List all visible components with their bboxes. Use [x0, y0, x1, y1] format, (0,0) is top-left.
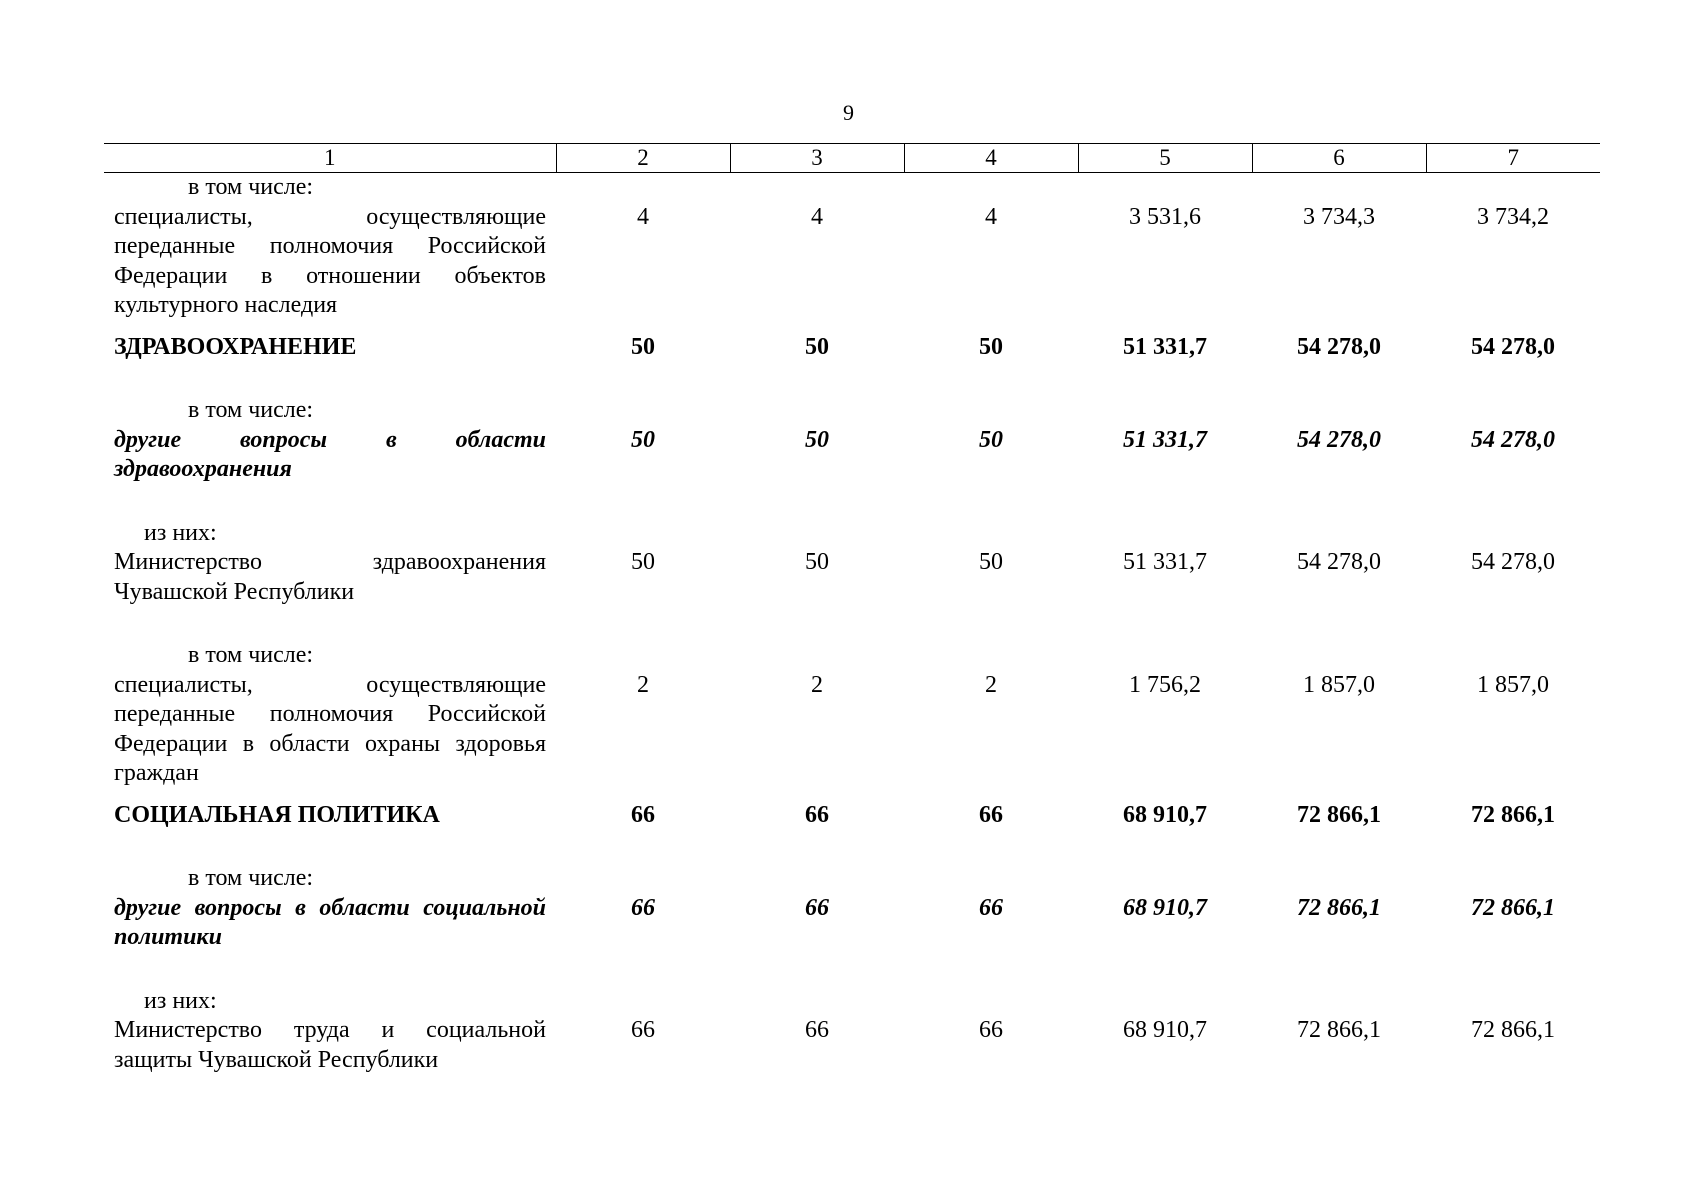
cell-spacer [730, 864, 904, 894]
cell-value: 2 [637, 671, 649, 698]
row-label-cell [104, 864, 556, 953]
value-cell-col-5 [1078, 987, 1252, 1076]
cell-value: 66 [805, 801, 829, 828]
cell-spacer [556, 519, 730, 549]
cell-value: 51 331,7 [1123, 333, 1207, 360]
value-cell-col-2 [556, 801, 730, 831]
cell-value: 1 857,0 [1477, 671, 1549, 698]
row-gap-cell [104, 485, 1600, 519]
cell-value: 51 331,7 [1123, 426, 1207, 453]
cell-value: 68 910,7 [1123, 801, 1207, 828]
row-label-cell [104, 519, 556, 608]
cell-spacer [1252, 396, 1426, 426]
value-cell-col-5 [1078, 801, 1252, 831]
value-cell-col-2 [556, 173, 730, 321]
row-gap [104, 789, 1600, 801]
header-cell-2: 2 [556, 144, 730, 173]
value-cell-col-6 [1252, 801, 1426, 831]
cell-spacer [556, 173, 730, 203]
row-gap [104, 485, 1600, 519]
cell-value: 50 [979, 549, 1003, 575]
cell-spacer [556, 987, 730, 1017]
cell-spacer [1252, 519, 1426, 549]
row-label: другие вопросы в области социальной политики [114, 894, 546, 950]
value-cell-col-6 [1252, 173, 1426, 321]
row-label-cell [104, 987, 556, 1076]
cell-spacer [1078, 987, 1252, 1017]
value-cell-col-5 [1078, 396, 1252, 485]
value-cell-col-4 [904, 864, 1078, 953]
cell-value: 72 866,1 [1471, 801, 1555, 828]
value-cell-col-6 [1252, 864, 1426, 953]
value-cell-col-7 [1426, 641, 1600, 789]
row-gap [104, 830, 1600, 864]
cell-value: 50 [805, 333, 829, 360]
budget-table [104, 143, 1600, 1075]
row-label: специалисты, осуществляющие переданные полномочия Российской Федерации в отношении объектов культурного наследия [114, 203, 546, 318]
cell-value: 54 278,0 [1471, 549, 1555, 575]
value-cell-col-5 [1078, 641, 1252, 789]
subheading-text: в том числе: [188, 397, 314, 423]
cell-value: 4 [811, 203, 823, 230]
cell-spacer [1078, 173, 1252, 203]
cell-value: 50 [631, 426, 655, 453]
cell-value: 3 734,3 [1303, 203, 1375, 230]
value-cell-col-6 [1252, 333, 1426, 363]
row-gap [104, 607, 1600, 641]
row-label-cell [104, 333, 556, 363]
cell-value: 50 [805, 549, 829, 575]
value-cell-col-2 [556, 864, 730, 953]
cell-value: 66 [805, 1017, 829, 1043]
cell-spacer [1252, 864, 1426, 894]
value-cell-col-5 [1078, 333, 1252, 363]
cell-value: 66 [979, 801, 1003, 828]
table-row [104, 396, 1600, 485]
value-cell-col-4 [904, 333, 1078, 363]
table-body [104, 173, 1600, 1076]
row-gap-cell [104, 321, 1600, 333]
subheading-text: в том числе: [188, 174, 314, 200]
table-row [104, 519, 1600, 608]
cell-value: 68 910,7 [1123, 1017, 1207, 1043]
value-cell-col-3 [730, 801, 904, 831]
cell-spacer [556, 396, 730, 426]
cell-spacer [904, 396, 1078, 426]
value-cell-col-7 [1426, 519, 1600, 608]
cell-spacer [904, 519, 1078, 549]
value-cell-col-5 [1078, 519, 1252, 608]
value-cell-col-3 [730, 987, 904, 1076]
cell-value: 2 [985, 671, 997, 698]
value-cell-col-3 [730, 641, 904, 789]
value-cell-col-4 [904, 396, 1078, 485]
value-cell-col-4 [904, 641, 1078, 789]
page-number: 9 [843, 100, 854, 125]
value-cell-col-3 [730, 396, 904, 485]
cell-spacer [1252, 173, 1426, 203]
cell-value: 72 866,1 [1297, 1017, 1381, 1043]
cell-value: 50 [979, 426, 1003, 453]
cell-spacer [730, 396, 904, 426]
value-cell-col-3 [730, 173, 904, 321]
row-gap-cell [104, 953, 1600, 987]
cell-value: 66 [979, 1017, 1003, 1043]
value-cell-col-4 [904, 801, 1078, 831]
row-label: специалисты, осуществляющие переданные полномочия Российской Федерации в области охраны здоровья граждан [114, 671, 546, 786]
cell-spacer [1426, 396, 1600, 426]
header-row [104, 144, 1600, 173]
cell-value: 4 [637, 203, 649, 230]
cell-value: 51 331,7 [1123, 549, 1207, 575]
table-row [104, 173, 1600, 321]
cell-value: 72 866,1 [1297, 894, 1381, 921]
cell-spacer [730, 519, 904, 549]
table-row [104, 864, 1600, 953]
cell-value: 54 278,0 [1297, 333, 1381, 360]
row-gap-cell [104, 830, 1600, 864]
cell-spacer [1426, 173, 1600, 203]
cell-spacer [1426, 987, 1600, 1017]
cell-value: 66 [631, 1017, 655, 1043]
cell-value: 50 [979, 333, 1003, 360]
header-cell-3: 3 [730, 144, 904, 173]
value-cell-col-4 [904, 519, 1078, 608]
row-label: СОЦИАЛЬНАЯ ПОЛИТИКА [114, 801, 440, 828]
cell-spacer [904, 641, 1078, 671]
cell-spacer [1426, 519, 1600, 549]
cell-value: 66 [631, 801, 655, 828]
row-gap [104, 953, 1600, 987]
cell-value: 66 [805, 894, 829, 921]
cell-value: 50 [805, 426, 829, 453]
value-cell-col-2 [556, 396, 730, 485]
cell-spacer [1078, 396, 1252, 426]
cell-spacer [556, 641, 730, 671]
cell-value: 3 531,6 [1129, 203, 1201, 230]
cell-spacer [1426, 864, 1600, 894]
row-gap-cell [104, 362, 1600, 396]
cell-value: 1 756,2 [1129, 671, 1201, 698]
cell-value: 50 [631, 333, 655, 360]
cell-value: 54 278,0 [1471, 426, 1555, 453]
header-cell-5: 5 [1078, 144, 1252, 173]
cell-value: 54 278,0 [1297, 426, 1381, 453]
cell-spacer [1078, 519, 1252, 549]
value-cell-col-3 [730, 333, 904, 363]
row-label-cell [104, 641, 556, 789]
value-cell-col-2 [556, 641, 730, 789]
cell-value: 4 [985, 203, 997, 230]
cell-value: 54 278,0 [1297, 549, 1381, 575]
table-row [104, 987, 1600, 1076]
table-header [104, 144, 1600, 173]
cell-spacer [730, 173, 904, 203]
row-label: ЗДРАВООХРАНЕНИЕ [114, 333, 357, 360]
value-cell-col-6 [1252, 519, 1426, 608]
value-cell-col-2 [556, 333, 730, 363]
cell-value: 68 910,7 [1123, 894, 1207, 921]
cell-value: 3 734,2 [1477, 203, 1549, 230]
cell-value: 72 866,1 [1471, 894, 1555, 921]
value-cell-col-7 [1426, 801, 1600, 831]
row-label: Министерство здравоохранения Чувашской Республики [114, 549, 546, 605]
cell-spacer [1078, 641, 1252, 671]
value-cell-col-7 [1426, 864, 1600, 953]
value-cell-col-6 [1252, 396, 1426, 485]
cell-value: 72 866,1 [1297, 801, 1381, 828]
value-cell-col-2 [556, 987, 730, 1076]
value-cell-col-4 [904, 987, 1078, 1076]
cell-value: 50 [631, 549, 655, 575]
subheading-text: в том числе: [188, 642, 314, 668]
value-cell-col-6 [1252, 987, 1426, 1076]
header-cell-6: 6 [1252, 144, 1426, 173]
header-cell-4: 4 [904, 144, 1078, 173]
value-cell-col-4 [904, 173, 1078, 321]
subheading-text: из них: [144, 519, 217, 546]
cell-value: 54 278,0 [1471, 333, 1555, 360]
table-row [104, 641, 1600, 789]
value-cell-col-6 [1252, 641, 1426, 789]
cell-value: 66 [979, 894, 1003, 921]
cell-spacer [1252, 641, 1426, 671]
value-cell-col-7 [1426, 987, 1600, 1076]
cell-value: 1 857,0 [1303, 671, 1375, 698]
value-cell-col-7 [1426, 396, 1600, 485]
cell-spacer [556, 864, 730, 894]
header-cell-1: 1 [104, 144, 556, 173]
row-gap [104, 362, 1600, 396]
value-cell-col-7 [1426, 173, 1600, 321]
row-label: Министерство труда и социальной защиты Чувашской Республики [114, 1017, 546, 1073]
value-cell-col-7 [1426, 333, 1600, 363]
cell-value: 2 [811, 671, 823, 698]
row-label-cell [104, 801, 556, 831]
value-cell-col-5 [1078, 173, 1252, 321]
cell-spacer [1426, 641, 1600, 671]
row-gap-cell [104, 607, 1600, 641]
row-gap-cell [104, 789, 1600, 801]
value-cell-col-2 [556, 519, 730, 608]
table-row [104, 333, 1600, 363]
cell-spacer [1252, 987, 1426, 1017]
row-label: другие вопросы в области здравоохранения [114, 426, 546, 482]
cell-spacer [730, 641, 904, 671]
row-gap [104, 321, 1600, 333]
row-label-cell [104, 396, 556, 485]
cell-spacer [730, 987, 904, 1017]
row-label-cell [104, 173, 556, 321]
value-cell-col-3 [730, 864, 904, 953]
cell-value: 72 866,1 [1471, 1017, 1555, 1043]
cell-spacer [1078, 864, 1252, 894]
subheading-text: из них: [144, 987, 217, 1014]
value-cell-col-5 [1078, 864, 1252, 953]
value-cell-col-3 [730, 519, 904, 608]
cell-spacer [904, 173, 1078, 203]
header-cell-7: 7 [1426, 144, 1600, 173]
cell-value: 66 [631, 894, 655, 921]
table-row [104, 801, 1600, 831]
cell-spacer [904, 987, 1078, 1017]
cell-spacer [904, 864, 1078, 894]
subheading-text: в том числе: [188, 865, 314, 891]
